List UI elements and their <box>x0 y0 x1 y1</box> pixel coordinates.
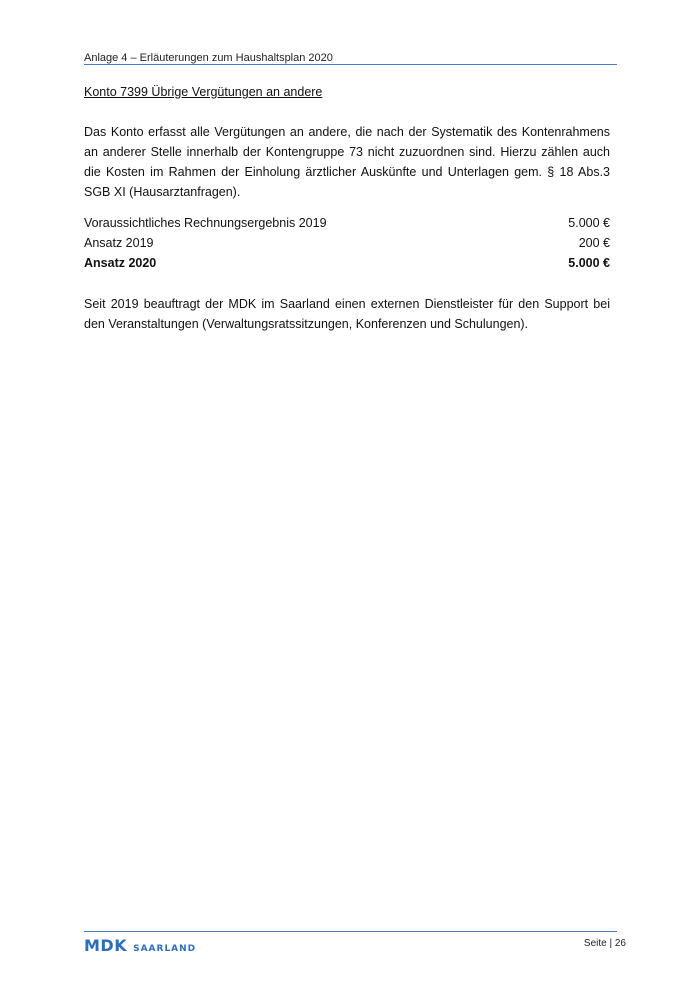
budget-row-total <box>84 256 610 270</box>
budget-row-label: Ansatz 2019 <box>84 236 154 250</box>
logo-sub-text: SAARLAND <box>133 944 197 954</box>
budget-row-label: Ansatz 2020 <box>84 256 157 270</box>
logo-main-text: MDK <box>84 936 128 955</box>
budget-row <box>84 236 610 250</box>
budget-row-value: 5.000 € <box>568 256 610 270</box>
intro-paragraph: Das Konto erfasst alle Vergütungen an andere, die nach der Systematik des Kontenrahmens an anderer Stelle innerhalb der Kontengruppe 73 nicht zuzuordnen sind. Hierzu zählen auch die Kosten im Rahmen der Einholung ärztlicher Auskünfte und Unterlagen gem. § 18 Abs.3 SGB XI (Hausarztanfragen). <box>84 125 610 199</box>
budget-row-value: 5.000 € <box>568 216 610 230</box>
page-number: Seite | 26 <box>583 938 626 949</box>
mdk-logo <box>84 936 196 955</box>
footer-divider <box>84 931 617 932</box>
budget-row-value: 200 € <box>578 236 610 250</box>
budget-row-label: Voraussichtliches Rechnungsergebnis 2019 <box>84 216 327 230</box>
note-paragraph: Seit 2019 beauftragt der MDK im Saarland einen externen Dienstleister für den Support bei den Veranstaltungen (Verwaltungsratssitzungen, Konferenzen und Schulungen). <box>84 297 610 331</box>
header-title: Anlage 4 – Erläuterungen zum Haushaltsplan 2020 <box>84 52 333 64</box>
section-title: Konto 7399 Übrige Vergütungen an andere <box>84 85 323 99</box>
header-divider <box>84 64 617 65</box>
budget-row <box>84 216 610 230</box>
